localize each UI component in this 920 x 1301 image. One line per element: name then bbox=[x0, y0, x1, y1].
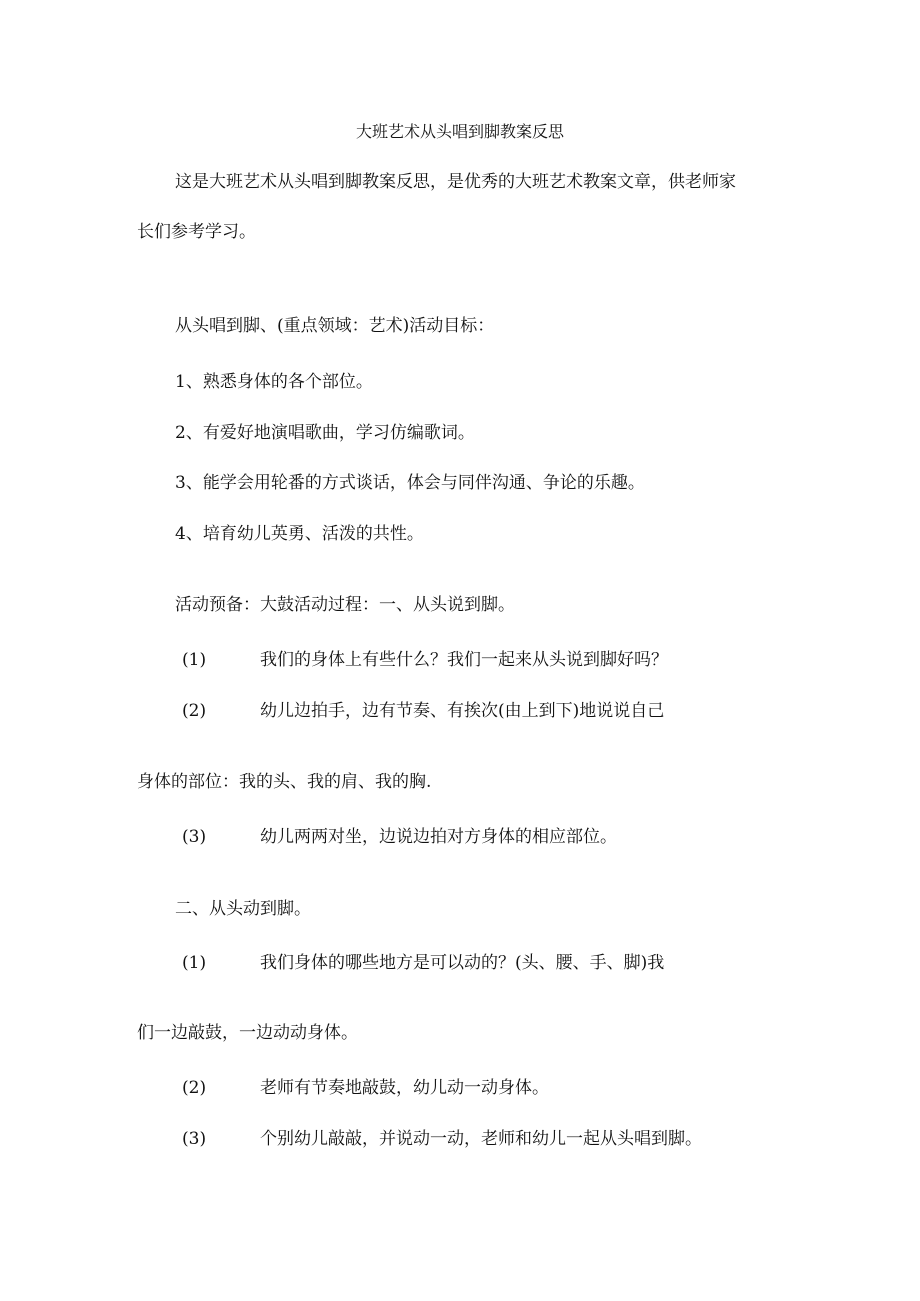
section1-step-2-text: 幼儿边拍手，边有节奏、有挨次(由上到下)地说说自己 bbox=[260, 701, 665, 721]
goals-heading: 从头唱到脚、(重点领域：艺术)活动目标： bbox=[175, 316, 495, 336]
section2-step-2-text: 老师有节奏地敲鼓，幼儿动一动身体。 bbox=[260, 1078, 549, 1098]
intro-line-1: 这是大班艺术从头唱到脚教案反思，是优秀的大班艺术教案文章，供老师家 bbox=[175, 172, 736, 192]
section1-step-3-text: 幼儿两两对坐，边说边拍对方身体的相应部位。 bbox=[260, 827, 617, 847]
goal-item-2: 2、有爱好地演唱歌曲，学习仿编歌词。 bbox=[175, 423, 475, 443]
goal-item-1: 1、熟悉身体的各个部位。 bbox=[175, 372, 373, 392]
section1-step-2-number: (2) bbox=[182, 701, 207, 721]
section1-step-1-number: (1) bbox=[182, 650, 207, 670]
section2-step-3-number: (3) bbox=[182, 1129, 207, 1149]
section2-heading: 二、从头动到脚。 bbox=[175, 899, 311, 919]
section1-step-3-number: (3) bbox=[182, 827, 207, 847]
section2-step-1-number: (1) bbox=[182, 953, 207, 973]
goal-item-4: 4、培育幼儿英勇、活泼的共性。 bbox=[175, 524, 424, 544]
intro-line-2: 长们参考学习。 bbox=[137, 222, 256, 242]
document-title: 大班艺术从头唱到脚教案反思 bbox=[355, 122, 564, 141]
section2-step-3-text: 个别幼儿敲敲，并说动一动，老师和幼儿一起从头唱到脚。 bbox=[260, 1129, 702, 1149]
section1-step-1-text: 我们的身体上有些什么？我们一起来从头说到脚好吗？ bbox=[260, 650, 668, 670]
goal-item-3: 3、能学会用轮番的方式谈话，体会与同伴沟通、争论的乐趣。 bbox=[175, 473, 645, 493]
section2-step-1-continuation: 们一边敲鼓，一边动动身体。 bbox=[137, 1023, 358, 1043]
section2-step-1-text: 我们身体的哪些地方是可以动的？(头、腰、手、脚)我 bbox=[260, 953, 665, 973]
section1-heading: 活动预备：大鼓活动过程：一、从头说到脚。 bbox=[175, 595, 515, 615]
section2-step-2-number: (2) bbox=[182, 1078, 207, 1098]
section1-step-2-continuation: 身体的部位：我的头、我的肩、我的胸. bbox=[137, 772, 432, 792]
